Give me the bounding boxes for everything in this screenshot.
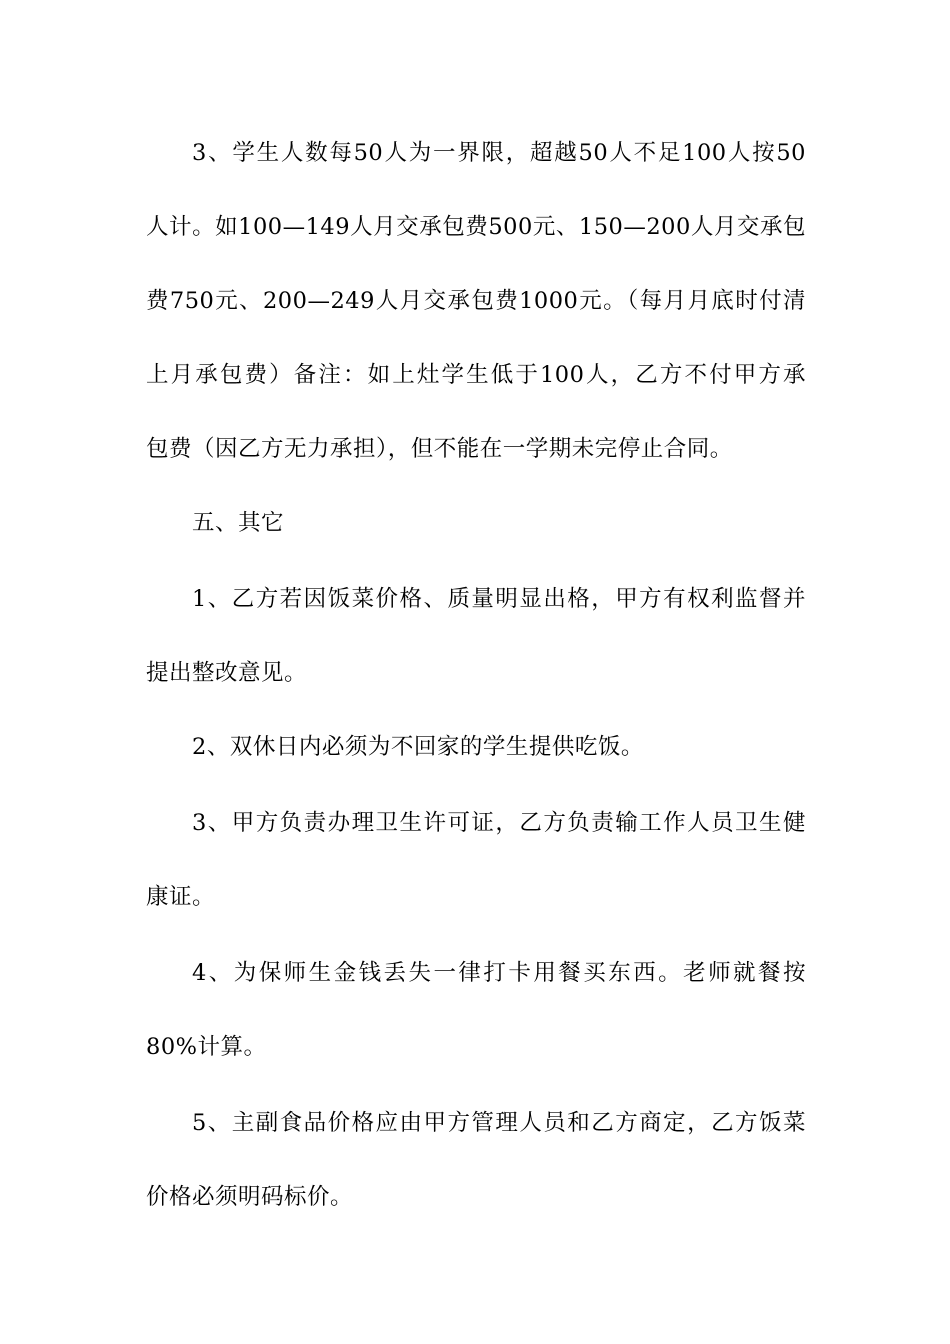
- text-line-1: 3、学生人数每50人为一界限，超越50人不足100人按50: [192, 140, 806, 166]
- text-line-8: 提出整改意见。: [146, 660, 308, 686]
- text-line-5: 包费（因乙方无力承担），但不能在一学期未完停止合同。: [146, 436, 733, 462]
- text-line-12: 4、为保师生金钱丢失一律打卡用餐买东西。老师就餐按: [192, 960, 806, 986]
- text-line-4: 上月承包费）备注：如上灶学生低于100人，乙方不付甲方承: [146, 362, 806, 388]
- text-line-14: 5、主副食品价格应由甲方管理人员和乙方商定，乙方饭菜: [192, 1110, 806, 1136]
- text-line-10: 3、甲方负责办理卫生许可证，乙方负责输工作人员卫生健: [192, 810, 806, 836]
- text-line-13: 80%计算。: [146, 1034, 267, 1060]
- section-heading-other: 五、其它: [192, 510, 285, 536]
- text-line-15: 价格必须明码标价。: [146, 1184, 354, 1210]
- text-line-9: 2、双休日内必须为不回家的学生提供吃饭。: [192, 734, 644, 760]
- text-line-7: 1、乙方若因饭菜价格、质量明显出格，甲方有权利监督并: [192, 586, 806, 612]
- text-line-3: 费750元、200—249人月交承包费1000元。（每月月底时付清: [146, 288, 806, 314]
- text-line-11: 康证。: [146, 884, 216, 910]
- text-line-2: 人计。如100—149人月交承包费500元、150—200人月交承包: [146, 214, 806, 240]
